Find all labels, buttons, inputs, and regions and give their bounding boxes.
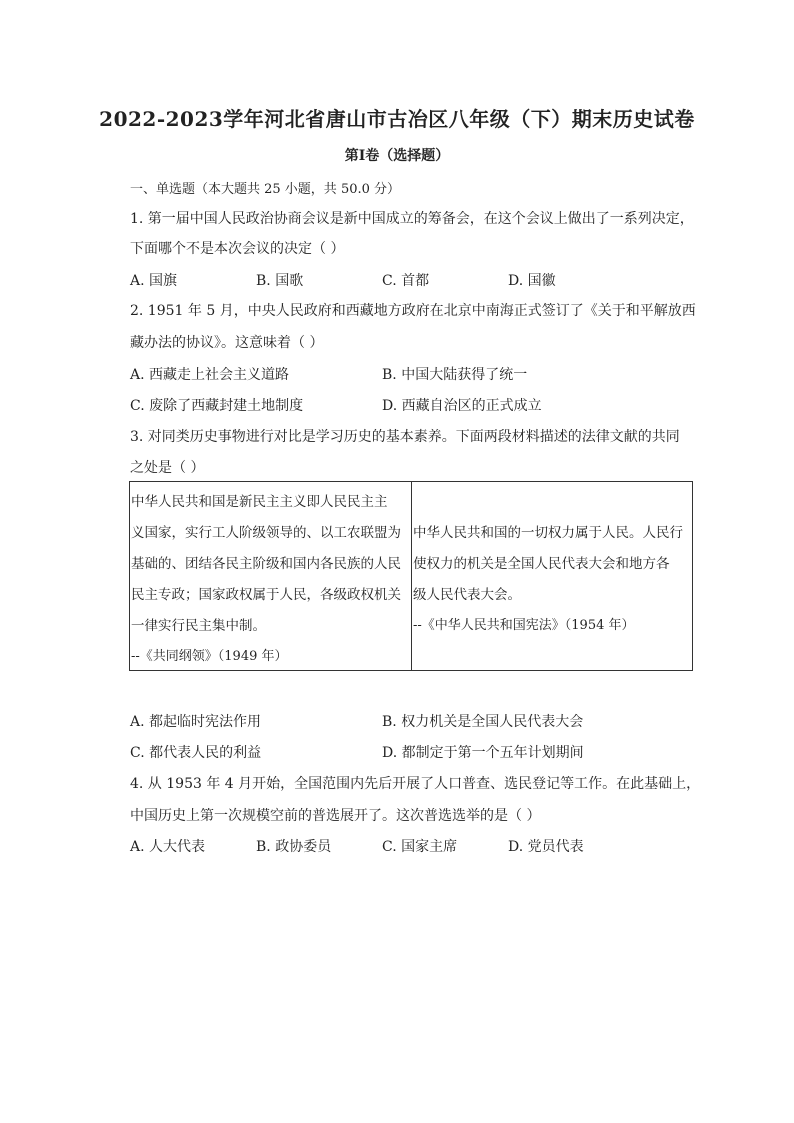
option-c[interactable]: C. 首都 — [382, 273, 430, 289]
question-stem-line: 藏办法的协议》。这意味着（ ） — [130, 335, 324, 351]
option-d[interactable]: D. 国徽 — [508, 273, 556, 289]
option-b[interactable]: B. 权力机关是全国人民代表大会 — [382, 714, 584, 730]
material-line: 民主专政；国家政权属于人民，各级政权机关 — [131, 587, 401, 603]
option-d[interactable]: D. 都制定于第一个五年计划期间 — [382, 745, 584, 761]
material-source: --《中华人民共和国宪法》（1954 年） — [413, 618, 635, 633]
material-line: 一律实行民主集中制。 — [131, 618, 266, 634]
comparison-table — [129, 481, 693, 671]
part-title: 第Ⅰ卷（选择题） — [344, 148, 450, 164]
material-line: 使权力的机关是全国人民代表大会和地方各 — [413, 556, 670, 572]
section-heading: 一、单选题（本大题共 25 小题，共 50.0 分） — [130, 182, 401, 197]
option-a[interactable]: A. 人大代表 — [130, 839, 206, 855]
material-line: 级人民代表大会。 — [413, 587, 521, 603]
material-line: 中华人民共和国是新民主主义即人民民主主 — [131, 494, 388, 510]
option-b[interactable]: B. 中国大陆获得了统一 — [382, 367, 528, 383]
option-b[interactable]: B. 国歌 — [256, 273, 304, 289]
material-line: 中华人民共和国的一切权力属于人民。人民行 — [413, 525, 683, 541]
question-stem-line: 2. 1951 年 5 月，中央人民政府和西藏地方政府在北京中南海正式签订了《关于和平解放西 — [130, 303, 696, 319]
option-a[interactable]: A. 西藏走上社会主义道路 — [130, 367, 290, 383]
option-a[interactable]: A. 都起临时宪法作用 — [130, 714, 262, 730]
material-line: 基础的、团结各民主阶级和国内各民族的人民 — [131, 556, 401, 572]
option-c[interactable]: C. 都代表人民的利益 — [130, 745, 262, 761]
option-b[interactable]: B. 政协委员 — [256, 839, 332, 855]
option-c[interactable]: C. 废除了西藏封建土地制度 — [130, 398, 304, 414]
question-stem-line: 1. 第一届中国人民政治协商会议是新中国成立的筹备会，在这个会议上做出了一系列决定， — [130, 211, 694, 227]
option-c[interactable]: C. 国家主席 — [382, 839, 458, 855]
option-d[interactable]: D. 西藏自治区的正式成立 — [382, 398, 542, 414]
question-stem-line: 中国历史上第一次规模空前的普选展开了。这次普选选举的是（ ） — [130, 808, 541, 824]
question-stem-line: 之处是（ ） — [130, 460, 205, 476]
material-source: --《共同纲领》（1949 年） — [131, 649, 288, 664]
question-stem-line: 4. 从 1953 年 4 月开始，全国范围内先后开展了人口普查、选民登记等工作。在此基础上， — [130, 776, 701, 792]
material-cell-right — [412, 482, 693, 671]
question-stem-line: 下面哪个不是本次会议的决定（ ） — [130, 241, 345, 257]
question-stem-line: 3. 对同类历史事物进行对比是学习历史的基本素养。下面两段材料描述的法律文献的共同 — [130, 429, 680, 445]
option-a[interactable]: A. 国旗 — [130, 273, 178, 289]
material-cell-left — [130, 482, 412, 671]
material-line: 义国家，实行工人阶级领导的、以工农联盟为 — [131, 525, 401, 541]
exam-title: 2022-2023学年河北省唐山市古冶区八年级（下）期末历史试卷 — [99, 107, 695, 131]
option-d[interactable]: D. 党员代表 — [508, 839, 584, 855]
